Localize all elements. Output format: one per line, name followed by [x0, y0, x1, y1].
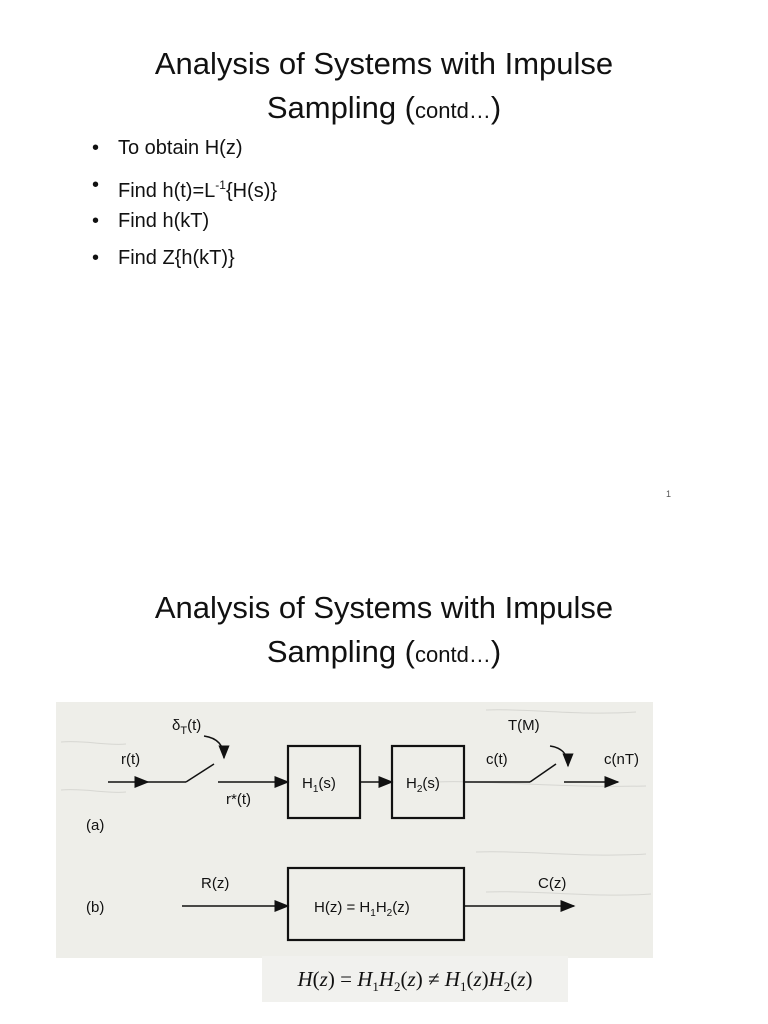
signal-c-t: c(t)	[486, 751, 508, 768]
bullet-text: Find Z{h(kT)}	[118, 246, 235, 269]
bullet-item	[92, 130, 277, 167]
scan-background	[56, 702, 653, 958]
block-combined-label: $H(z) = H_1H_2(z)$	[314, 899, 410, 919]
slide1-title-contd: contd…	[415, 98, 491, 123]
block-h1-label: $H_1(s)$	[302, 775, 336, 795]
block-h2-label: $H_2(s)$	[406, 775, 440, 795]
bullet-text: Find h(kT)	[118, 210, 210, 232]
slide1-title-close: )	[490, 90, 502, 125]
slide1-title	[0, 42, 768, 133]
slide2-title-line2: Sampling (	[266, 634, 416, 669]
bullet-item	[92, 167, 277, 204]
bullet-item	[92, 240, 277, 277]
slide2-title-line1: Analysis of Systems with Impulse	[154, 590, 614, 625]
signal-c-nt: c(nT)	[604, 751, 639, 768]
slide1-bullet-list	[92, 130, 277, 276]
signal-r-star: r*(t)	[226, 791, 251, 808]
signal-c-z: C(z)	[538, 875, 567, 892]
bullet-text: Find h(t)=L	[118, 179, 216, 202]
bullet-text: {H(s)}	[225, 179, 278, 202]
bullet-superscript: -1	[215, 177, 226, 192]
diagram-b-label: (b)	[86, 899, 105, 916]
block-diagram	[56, 702, 653, 958]
slide2-title	[0, 586, 768, 677]
slide2-title-close: )	[490, 634, 502, 669]
slide1-title-line1: Analysis of Systems with Impulse	[154, 46, 614, 81]
bullet-item	[92, 203, 277, 240]
diagram-a-label: (a)	[86, 817, 105, 834]
slide1-title-line2: Sampling (	[266, 90, 416, 125]
page-number: 1	[666, 489, 672, 499]
signal-r-t: r(t)	[121, 751, 141, 768]
signal-r-z: R(z)	[201, 875, 230, 892]
impulse-train-label: $\delta_T(t)$	[172, 717, 202, 737]
sampler-label: T(M)	[508, 717, 540, 734]
formula-inequality: $H(z) = H_1H_2(z) \ne H_1(z)H_2(z)$	[262, 956, 568, 1002]
bullet-text: To obtain H(z)	[118, 137, 243, 159]
slide2-title-contd: contd…	[415, 642, 491, 667]
